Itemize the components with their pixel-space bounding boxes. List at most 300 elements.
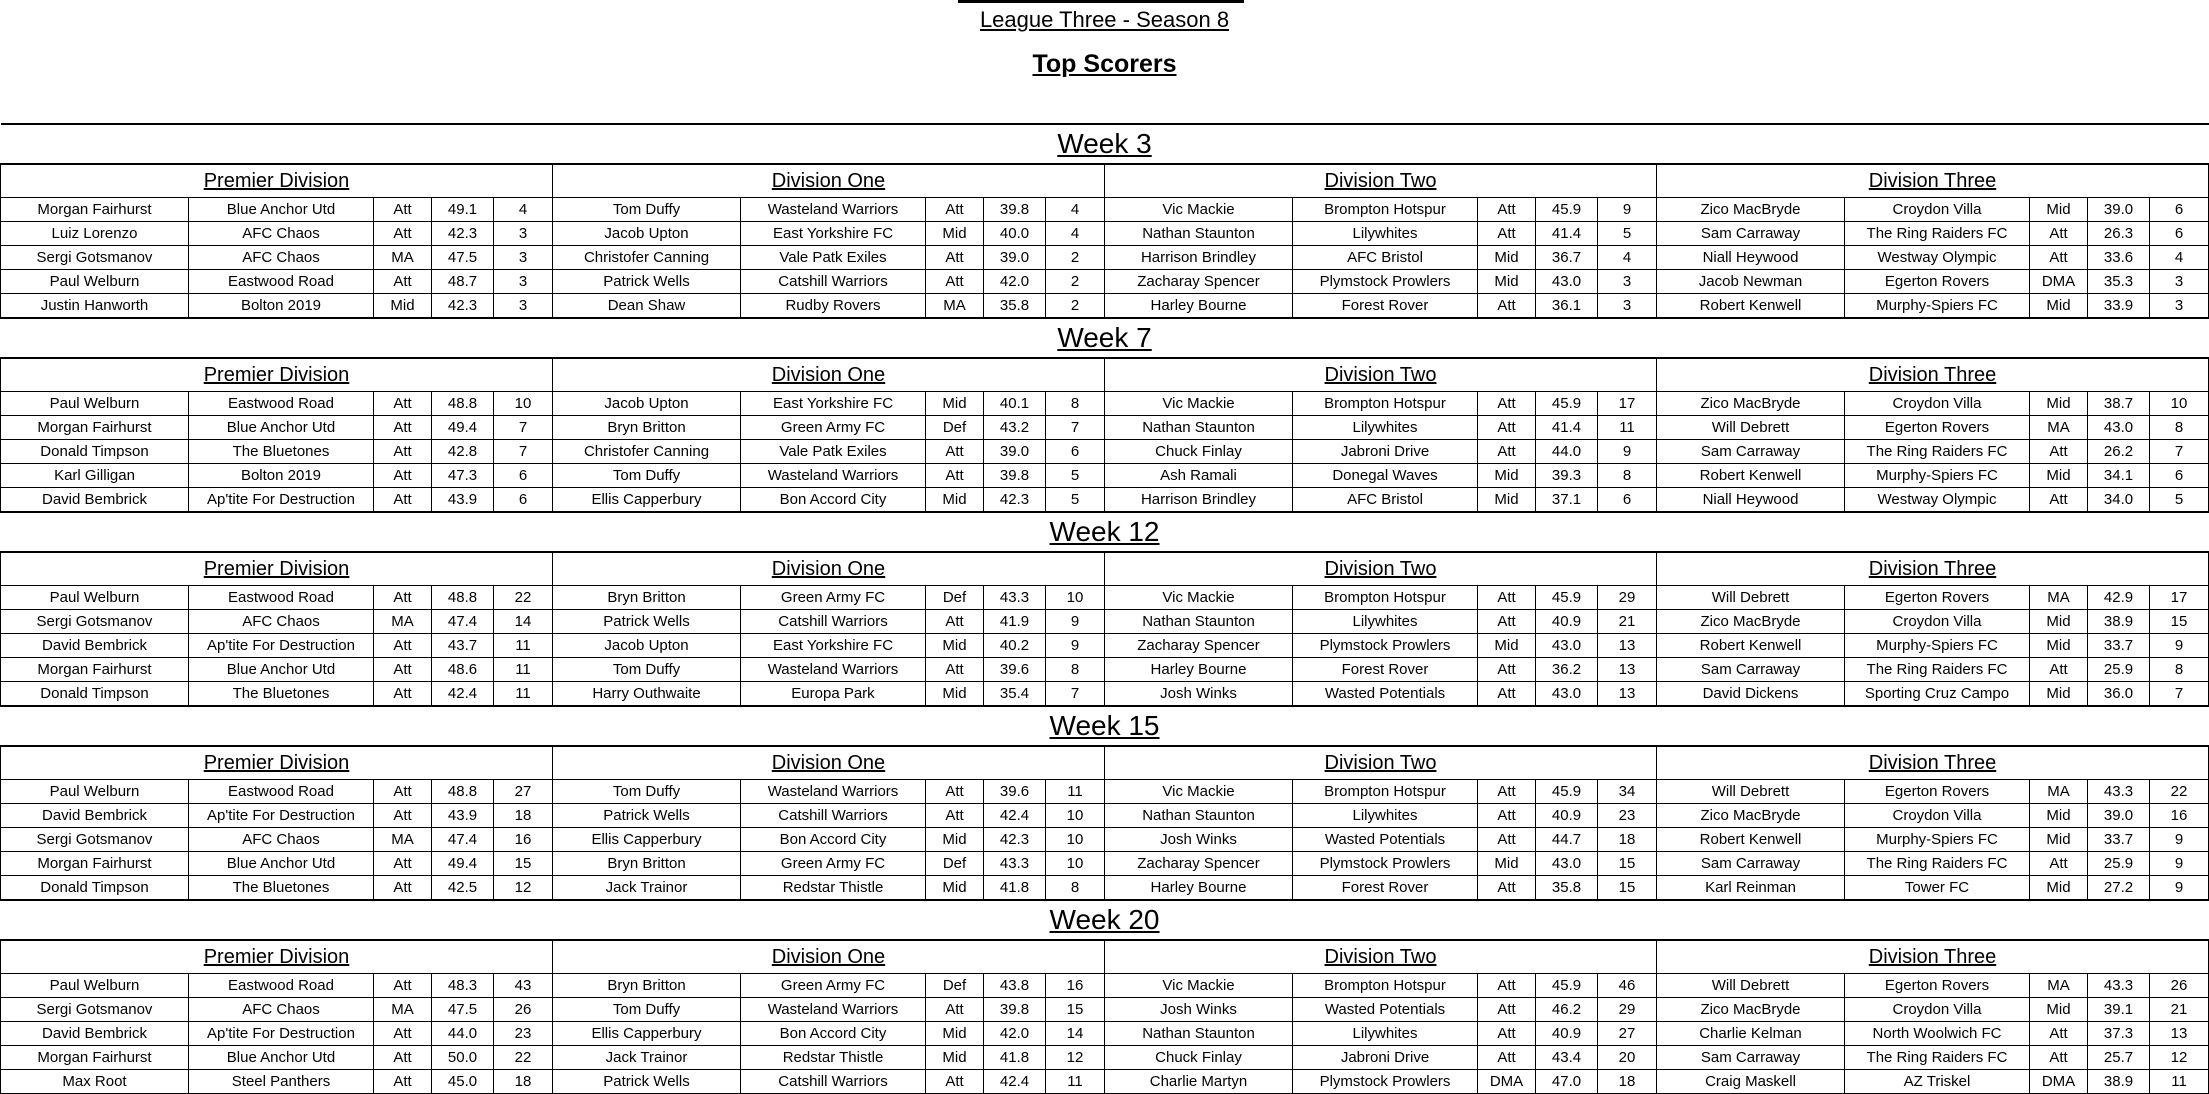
- goals-cell: 29: [1598, 586, 1657, 610]
- division-header-text: Division Three: [1868, 945, 1997, 968]
- division-header-text: Premier Division: [203, 945, 350, 968]
- team-cell: The Ring Raiders FC: [1845, 658, 2030, 682]
- goals-cell: 5: [1598, 222, 1657, 246]
- rating-cell: 45.9: [1536, 974, 1598, 998]
- position-cell: Att: [374, 876, 432, 901]
- position-cell: Mid: [2030, 294, 2088, 319]
- table-row: [1, 610, 2209, 634]
- position-cell: Att: [926, 998, 984, 1022]
- player-name-cell: Harley Bourne: [1105, 876, 1293, 901]
- rating-cell: 39.6: [984, 780, 1046, 804]
- goals-cell: 16: [2150, 804, 2209, 828]
- week-section-row: [1, 512, 2209, 552]
- goals-cell: 6: [2150, 198, 2209, 222]
- goals-cell: 15: [1598, 876, 1657, 901]
- team-cell: Sporting Cruz Campo: [1845, 682, 2030, 707]
- team-cell: Ap'tite For Destruction: [189, 634, 374, 658]
- table-row: [1, 780, 2209, 804]
- goals-cell: 6: [2150, 222, 2209, 246]
- rating-cell: 39.8: [984, 998, 1046, 1022]
- goals-cell: 3: [494, 294, 553, 319]
- rating-cell: 40.9: [1536, 1022, 1598, 1046]
- player-name-cell: Harry Outhwaite: [553, 682, 741, 707]
- position-cell: Att: [1478, 294, 1536, 319]
- team-cell: Plymstock Prowlers: [1293, 1070, 1478, 1094]
- position-cell: DMA: [2030, 1070, 2088, 1094]
- team-cell: Wasteland Warriors: [741, 998, 926, 1022]
- team-cell: The Bluetones: [189, 876, 374, 901]
- position-cell: Att: [1478, 998, 1536, 1022]
- goals-cell: 16: [1046, 974, 1105, 998]
- rating-cell: 49.4: [432, 852, 494, 876]
- division-header-text: Division Three: [1868, 751, 1997, 774]
- goals-cell: 3: [2150, 294, 2209, 319]
- team-cell: Lilywhites: [1293, 610, 1478, 634]
- position-cell: Att: [1478, 392, 1536, 416]
- goals-cell: 3: [1598, 294, 1657, 319]
- goals-cell: 9: [1046, 634, 1105, 658]
- player-name-cell: Patrick Wells: [553, 1070, 741, 1094]
- team-cell: Green Army FC: [741, 416, 926, 440]
- team-cell: AZ Triskel: [1845, 1070, 2030, 1094]
- rating-cell: 40.9: [1536, 804, 1598, 828]
- rating-cell: 35.4: [984, 682, 1046, 707]
- division-header: [1657, 552, 2209, 586]
- position-cell: Mid: [1478, 270, 1536, 294]
- player-name-cell: Sam Carraway: [1657, 1046, 1845, 1070]
- position-cell: Att: [374, 634, 432, 658]
- team-cell: Vale Patk Exiles: [741, 246, 926, 270]
- rating-cell: 39.0: [984, 246, 1046, 270]
- position-cell: Mid: [2030, 682, 2088, 707]
- table-row: [1, 586, 2209, 610]
- rating-cell: 39.8: [984, 464, 1046, 488]
- division-header-text: Premier Division: [203, 557, 350, 580]
- position-cell: Att: [374, 852, 432, 876]
- rating-cell: 43.3: [2088, 780, 2150, 804]
- team-cell: Jabroni Drive: [1293, 440, 1478, 464]
- team-cell: Westway Olympic: [1845, 488, 2030, 513]
- player-name-cell: Donald Timpson: [1, 876, 189, 901]
- goals-cell: 6: [1046, 440, 1105, 464]
- rating-cell: 25.9: [2088, 658, 2150, 682]
- goals-cell: 3: [494, 222, 553, 246]
- week-title-text: Week 3: [1057, 128, 1152, 159]
- player-name-cell: Jack Trainor: [553, 1046, 741, 1070]
- goals-cell: 6: [1598, 488, 1657, 513]
- rating-cell: 38.7: [2088, 392, 2150, 416]
- position-cell: Att: [926, 464, 984, 488]
- week-section-row: [1, 124, 2209, 164]
- rating-cell: 38.9: [2088, 610, 2150, 634]
- rating-cell: 35.8: [1536, 876, 1598, 901]
- position-cell: Att: [1478, 586, 1536, 610]
- team-cell: Brompton Hotspur: [1293, 392, 1478, 416]
- position-cell: Att: [374, 198, 432, 222]
- position-cell: Att: [1478, 1046, 1536, 1070]
- division-header: [553, 746, 1105, 780]
- team-cell: AFC Bristol: [1293, 246, 1478, 270]
- team-cell: Bolton 2019: [189, 464, 374, 488]
- table-row: [1, 828, 2209, 852]
- team-cell: The Bluetones: [189, 440, 374, 464]
- rating-cell: 36.1: [1536, 294, 1598, 319]
- position-cell: Mid: [2030, 876, 2088, 901]
- division-header-row: [1, 358, 2209, 392]
- position-cell: Att: [926, 658, 984, 682]
- weeks-body: [1, 124, 2209, 1094]
- position-cell: Mid: [2030, 998, 2088, 1022]
- rating-cell: 44.0: [432, 1022, 494, 1046]
- goals-cell: 4: [1046, 198, 1105, 222]
- division-header-text: Division Three: [1868, 169, 1997, 192]
- division-header: [1105, 940, 1657, 974]
- position-cell: Att: [374, 440, 432, 464]
- team-cell: Lilywhites: [1293, 1022, 1478, 1046]
- rating-cell: 43.4: [1536, 1046, 1598, 1070]
- team-cell: Forest Rover: [1293, 876, 1478, 901]
- player-name-cell: Will Debrett: [1657, 780, 1845, 804]
- goals-cell: 2: [1046, 246, 1105, 270]
- goals-cell: 14: [494, 610, 553, 634]
- rating-cell: 35.3: [2088, 270, 2150, 294]
- position-cell: DMA: [2030, 270, 2088, 294]
- goals-cell: 8: [1598, 464, 1657, 488]
- team-cell: Murphy-Spiers FC: [1845, 828, 2030, 852]
- player-name-cell: Karl Reinman: [1657, 876, 1845, 901]
- player-name-cell: Niall Heywood: [1657, 246, 1845, 270]
- rating-cell: 26.3: [2088, 222, 2150, 246]
- position-cell: MA: [926, 294, 984, 319]
- week-title: [1, 318, 2209, 358]
- division-header-text: Division Two: [1324, 751, 1437, 774]
- rating-cell: 42.8: [432, 440, 494, 464]
- rating-cell: 43.7: [432, 634, 494, 658]
- player-name-cell: Harrison Brindley: [1105, 488, 1293, 513]
- player-name-cell: Donald Timpson: [1, 682, 189, 707]
- team-cell: Plymstock Prowlers: [1293, 270, 1478, 294]
- team-cell: Eastwood Road: [189, 586, 374, 610]
- goals-cell: 15: [1046, 998, 1105, 1022]
- team-cell: Croydon Villa: [1845, 392, 2030, 416]
- rating-cell: 33.7: [2088, 828, 2150, 852]
- division-header: [553, 358, 1105, 392]
- position-cell: Att: [1478, 610, 1536, 634]
- player-name-cell: Morgan Fairhurst: [1, 852, 189, 876]
- player-name-cell: Bryn Britton: [553, 416, 741, 440]
- player-name-cell: David Bembrick: [1, 634, 189, 658]
- rating-cell: 37.1: [1536, 488, 1598, 513]
- goals-cell: 7: [2150, 440, 2209, 464]
- team-cell: AFC Chaos: [189, 828, 374, 852]
- player-name-cell: Zico MacBryde: [1657, 610, 1845, 634]
- team-cell: Ap'tite For Destruction: [189, 488, 374, 513]
- goals-cell: 46: [1598, 974, 1657, 998]
- player-name-cell: Luiz Lorenzo: [1, 222, 189, 246]
- player-name-cell: Ellis Capperbury: [553, 828, 741, 852]
- rating-cell: 43.8: [984, 974, 1046, 998]
- position-cell: Mid: [2030, 610, 2088, 634]
- team-cell: The Ring Raiders FC: [1845, 222, 2030, 246]
- table-row: [1, 974, 2209, 998]
- position-cell: Att: [1478, 440, 1536, 464]
- player-name-cell: Josh Winks: [1105, 682, 1293, 707]
- rating-cell: 42.4: [432, 682, 494, 707]
- table-row: [1, 416, 2209, 440]
- division-header: [1657, 358, 2209, 392]
- week-section-row: [1, 900, 2209, 940]
- player-name-cell: Vic Mackie: [1105, 392, 1293, 416]
- goals-cell: 18: [494, 1070, 553, 1094]
- rating-cell: 48.7: [432, 270, 494, 294]
- goals-cell: 11: [494, 658, 553, 682]
- team-cell: Wasteland Warriors: [741, 464, 926, 488]
- goals-cell: 13: [1598, 634, 1657, 658]
- player-name-cell: Nathan Staunton: [1105, 610, 1293, 634]
- player-name-cell: Zico MacBryde: [1657, 998, 1845, 1022]
- player-name-cell: Chuck Finlay: [1105, 1046, 1293, 1070]
- rating-cell: 47.3: [432, 464, 494, 488]
- division-header-row: [1, 746, 2209, 780]
- goals-cell: 9: [1598, 198, 1657, 222]
- division-header-text: Division Three: [1868, 363, 1997, 386]
- team-cell: Murphy-Spiers FC: [1845, 294, 2030, 319]
- table-row: [1, 658, 2209, 682]
- rating-cell: 47.4: [432, 828, 494, 852]
- team-cell: Bon Accord City: [741, 1022, 926, 1046]
- player-name-cell: Robert Kenwell: [1657, 294, 1845, 319]
- position-cell: Mid: [2030, 804, 2088, 828]
- goals-cell: 27: [1598, 1022, 1657, 1046]
- rating-cell: 42.4: [984, 1070, 1046, 1094]
- goals-cell: 29: [1598, 998, 1657, 1022]
- position-cell: Att: [2030, 1022, 2088, 1046]
- team-cell: Rudby Rovers: [741, 294, 926, 319]
- rating-cell: 43.0: [2088, 416, 2150, 440]
- position-cell: Att: [2030, 1046, 2088, 1070]
- position-cell: Att: [2030, 658, 2088, 682]
- team-cell: Ap'tite For Destruction: [189, 804, 374, 828]
- division-header: [1, 358, 553, 392]
- rating-cell: 47.0: [1536, 1070, 1598, 1094]
- team-cell: Wasteland Warriors: [741, 780, 926, 804]
- player-name-cell: Morgan Fairhurst: [1, 658, 189, 682]
- goals-cell: 7: [494, 416, 553, 440]
- week-title-text: Week 15: [1049, 710, 1160, 741]
- division-header: [1657, 746, 2209, 780]
- rating-cell: 25.9: [2088, 852, 2150, 876]
- player-name-cell: Harley Bourne: [1105, 658, 1293, 682]
- player-name-cell: Sergi Gotsmanov: [1, 828, 189, 852]
- team-cell: Forest Rover: [1293, 294, 1478, 319]
- goals-cell: 11: [1046, 780, 1105, 804]
- table-row: [1, 464, 2209, 488]
- table-row: [1, 222, 2209, 246]
- week-title: [1, 124, 2209, 164]
- goals-cell: 8: [1046, 392, 1105, 416]
- rating-cell: 42.4: [984, 804, 1046, 828]
- division-header-text: Division Two: [1324, 945, 1437, 968]
- rating-cell: 39.0: [2088, 198, 2150, 222]
- player-name-cell: Sam Carraway: [1657, 440, 1845, 464]
- position-cell: Mid: [926, 222, 984, 246]
- team-cell: Egerton Rovers: [1845, 270, 2030, 294]
- table-row: [1, 804, 2209, 828]
- division-header-text: Division Three: [1868, 557, 1997, 580]
- rating-cell: 42.0: [984, 1022, 1046, 1046]
- position-cell: Att: [1478, 682, 1536, 707]
- rating-cell: 43.3: [984, 852, 1046, 876]
- week-title-text: Week 12: [1049, 516, 1160, 547]
- goals-cell: 18: [494, 804, 553, 828]
- position-cell: Att: [1478, 804, 1536, 828]
- rating-cell: 25.7: [2088, 1046, 2150, 1070]
- rating-cell: 39.1: [2088, 998, 2150, 1022]
- position-cell: Att: [374, 780, 432, 804]
- rating-cell: 48.3: [432, 974, 494, 998]
- position-cell: Mid: [926, 392, 984, 416]
- position-cell: Mid: [2030, 464, 2088, 488]
- position-cell: Mid: [926, 634, 984, 658]
- rating-cell: 40.2: [984, 634, 1046, 658]
- position-cell: Mid: [926, 828, 984, 852]
- player-name-cell: Patrick Wells: [553, 804, 741, 828]
- position-cell: Att: [2030, 222, 2088, 246]
- team-cell: East Yorkshire FC: [741, 634, 926, 658]
- position-cell: Att: [374, 804, 432, 828]
- goals-cell: 10: [494, 392, 553, 416]
- goals-cell: 15: [2150, 610, 2209, 634]
- goals-cell: 12: [2150, 1046, 2209, 1070]
- page-subtitle: Top Scorers: [1032, 50, 1177, 78]
- rating-cell: 42.3: [432, 294, 494, 319]
- goals-cell: 3: [2150, 270, 2209, 294]
- table-row: [1, 998, 2209, 1022]
- goals-cell: 9: [1598, 440, 1657, 464]
- team-cell: AFC Chaos: [189, 610, 374, 634]
- goals-cell: 9: [2150, 876, 2209, 901]
- team-cell: Murphy-Spiers FC: [1845, 634, 2030, 658]
- player-name-cell: Craig Maskell: [1657, 1070, 1845, 1094]
- team-cell: Lilywhites: [1293, 416, 1478, 440]
- rating-cell: 48.8: [432, 392, 494, 416]
- player-name-cell: Robert Kenwell: [1657, 828, 1845, 852]
- position-cell: MA: [2030, 780, 2088, 804]
- player-name-cell: Paul Welburn: [1, 392, 189, 416]
- rating-cell: 41.8: [984, 1046, 1046, 1070]
- division-header: [1105, 358, 1657, 392]
- goals-cell: 17: [2150, 586, 2209, 610]
- position-cell: Att: [374, 270, 432, 294]
- goals-cell: 5: [2150, 488, 2209, 513]
- rating-cell: 46.2: [1536, 998, 1598, 1022]
- team-cell: The Bluetones: [189, 682, 374, 707]
- team-cell: Redstar Thistle: [741, 876, 926, 901]
- team-cell: Catshill Warriors: [741, 270, 926, 294]
- rating-cell: 42.9: [2088, 586, 2150, 610]
- position-cell: Att: [374, 488, 432, 513]
- player-name-cell: Vic Mackie: [1105, 586, 1293, 610]
- goals-cell: 43: [494, 974, 553, 998]
- table-row: [1, 294, 2209, 319]
- position-cell: Att: [2030, 246, 2088, 270]
- team-cell: Green Army FC: [741, 974, 926, 998]
- rating-cell: 43.3: [2088, 974, 2150, 998]
- division-header: [1105, 164, 1657, 198]
- player-name-cell: David Bembrick: [1, 488, 189, 513]
- goals-cell: 15: [1598, 852, 1657, 876]
- team-cell: Croydon Villa: [1845, 998, 2030, 1022]
- team-cell: Eastwood Road: [189, 974, 374, 998]
- rating-cell: 33.6: [2088, 246, 2150, 270]
- goals-cell: 6: [2150, 464, 2209, 488]
- team-cell: The Ring Raiders FC: [1845, 1046, 2030, 1070]
- player-name-cell: Paul Welburn: [1, 974, 189, 998]
- goals-cell: 17: [1598, 392, 1657, 416]
- goals-cell: 22: [2150, 780, 2209, 804]
- player-name-cell: Robert Kenwell: [1657, 464, 1845, 488]
- player-name-cell: Sergi Gotsmanov: [1, 610, 189, 634]
- player-name-cell: Will Debrett: [1657, 586, 1845, 610]
- goals-cell: 23: [494, 1022, 553, 1046]
- goals-cell: 10: [2150, 392, 2209, 416]
- division-header-text: Division One: [771, 751, 886, 774]
- rating-cell: 42.5: [432, 876, 494, 901]
- player-name-cell: Tom Duffy: [553, 780, 741, 804]
- table-row: [1, 440, 2209, 464]
- division-header-row: [1, 940, 2209, 974]
- goals-cell: 22: [494, 1046, 553, 1070]
- player-name-cell: Christofer Canning: [553, 440, 741, 464]
- rating-cell: 41.9: [984, 610, 1046, 634]
- team-cell: Blue Anchor Utd: [189, 658, 374, 682]
- goals-cell: 13: [1598, 682, 1657, 707]
- goals-cell: 4: [1598, 246, 1657, 270]
- rating-cell: 45.0: [432, 1070, 494, 1094]
- rating-cell: 27.2: [2088, 876, 2150, 901]
- week-section-row: [1, 706, 2209, 746]
- division-header: [1105, 552, 1657, 586]
- team-cell: Vale Patk Exiles: [741, 440, 926, 464]
- goals-cell: 18: [1598, 828, 1657, 852]
- team-cell: Blue Anchor Utd: [189, 198, 374, 222]
- position-cell: Def: [926, 586, 984, 610]
- player-name-cell: Morgan Fairhurst: [1, 416, 189, 440]
- rating-cell: 37.3: [2088, 1022, 2150, 1046]
- player-name-cell: Ellis Capperbury: [553, 1022, 741, 1046]
- goals-cell: 11: [494, 634, 553, 658]
- position-cell: Def: [926, 974, 984, 998]
- player-name-cell: Zico MacBryde: [1657, 198, 1845, 222]
- goals-cell: 6: [494, 488, 553, 513]
- position-cell: MA: [2030, 416, 2088, 440]
- player-name-cell: Zico MacBryde: [1657, 804, 1845, 828]
- rating-cell: 47.4: [432, 610, 494, 634]
- position-cell: Mid: [926, 1022, 984, 1046]
- position-cell: MA: [374, 828, 432, 852]
- goals-cell: 18: [1598, 1070, 1657, 1094]
- division-header: [1, 746, 553, 780]
- team-cell: Catshill Warriors: [741, 610, 926, 634]
- player-name-cell: Harrison Brindley: [1105, 246, 1293, 270]
- goals-cell: 7: [1046, 682, 1105, 707]
- player-name-cell: Paul Welburn: [1, 586, 189, 610]
- team-cell: Egerton Rovers: [1845, 974, 2030, 998]
- rating-cell: 43.9: [432, 488, 494, 513]
- position-cell: Att: [1478, 828, 1536, 852]
- team-cell: Europa Park: [741, 682, 926, 707]
- table-row: [1, 270, 2209, 294]
